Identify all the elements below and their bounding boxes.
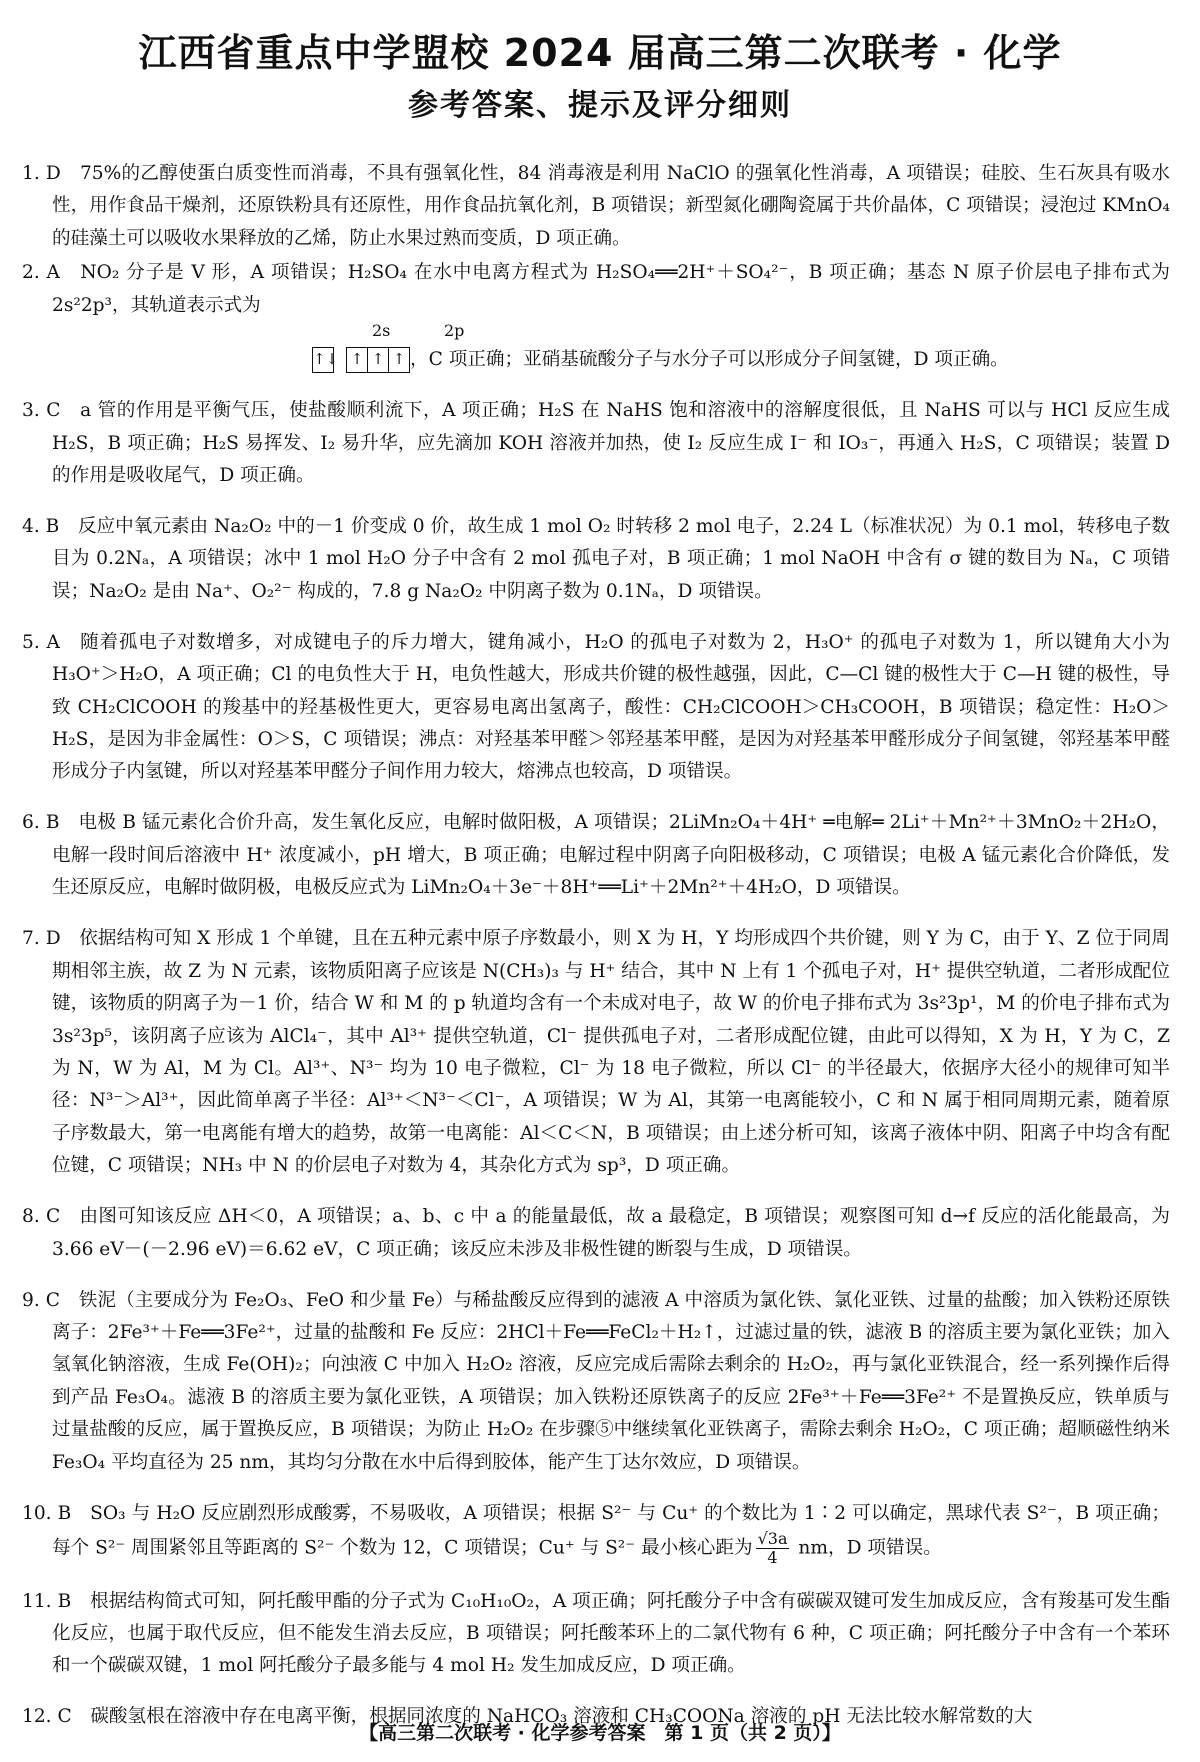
answer-number: 8. C	[22, 1206, 61, 1228]
orbital-labels	[52, 322, 1170, 344]
orbital-label-2s: 2s	[372, 321, 391, 341]
answer-text-part-b: ，C 项正确；亚硝基硫酸分子与水分子可以形成分子间氢键，D 项正确。	[410, 349, 1009, 371]
orbital-box-2s: ↑↓	[312, 347, 334, 373]
answer-item-10	[22, 1498, 1170, 1567]
orbital-box-2p-2: ↑	[368, 347, 389, 373]
answer-item-1	[22, 158, 1170, 255]
answer-number: 9. C	[22, 1289, 60, 1311]
answer-item-2	[22, 257, 1170, 376]
answer-text: 随着孤电子对数增多，对成键电子的斥力增大，键角减小，H₂O 的孤电子对数为 2，H₃O⁺ 的孤电子对数为 1，所以键角大小为 H₃O⁺＞H₂O，A 项正确；Cl 的电负性大于 H，电负性越大，形成共价键的极性越强，因此，C—Cl 键的极性大于 C—H 键的极性，导致 CH₂ClCOOH 的羧基中的羟基极性更大，更容易电离出氢离子，酸性：CH₂ClCOOH＞CH₃COOH，B 项错误；稳定性：H₂O＞H₂S，是因为非金属性：O＞S，C 项错误；沸点：对羟基苯甲醛＞邻羟基苯甲醛，是因为对羟基苯甲醛形成分子间氢键，邻羟基苯甲醛形成分子内氢键，所以对羟基苯甲醛分子间作用力较大，熔沸点也较高，D 项错误。	[52, 631, 1170, 783]
answer-text: 反应中氧元素由 Na₂O₂ 中的－1 价变成 0 价，故生成 1 mol O₂ 时转移 2 mol 电子，2.24 L（标准状况）为 0.1 mol，转移电子数目为 0.2Nₐ，A 项错误；冰中 1 mol H₂O 分子中含有 2 mol 孤电子对，B 项正确；1 mol NaOH 中含有 σ 键的数目为 Nₐ，C 项错误；Na₂O₂ 是由 Na⁺、O₂²⁻ 构成的，7.8 g Na₂O₂ 中阴离子数为 0.1Nₐ，D 项错误。	[52, 516, 1170, 602]
answer-item-9	[22, 1285, 1170, 1479]
answer-text: 碳酸氢根在溶液中存在电离平衡，根据同浓度的 NaHCO₃ 溶液和 CH₃COONa 溶液的 pH 无法比较水解常数的大	[90, 1706, 1033, 1728]
answer-item-8	[22, 1201, 1170, 1266]
answer-text-part-a: NO₂ 分子是 V 形，A 项错误；H₂SO₄ 在水中电离方程式为 H₂SO₄══2H⁺＋SO₄²⁻，B 项正确；基态 N 原子价层电子排布式为 2s²2p³，其轨道表示式为	[52, 262, 1170, 316]
answer-text: 75%的乙醇使蛋白质变性而消毒，不具有强氧化性，84 消毒液是利用 NaClO 的强氧化性消毒，A 项错误；硅胶、生石灰具有吸水性，用作食品干燥剂，还原铁粉具有还原性，用作食品抗氧化剂，B 项错误；新型氮化硼陶瓷属于共价晶体，C 项错误；浸泡过 KMnO₄ 的硅藻土可以吸收水果释放的乙烯，防止水果过熟而变质，D 项正确。	[52, 163, 1170, 249]
orbital-label-2p: 2p	[444, 321, 465, 341]
answer-number: 4. B	[22, 516, 60, 538]
answer-text: 由图可知该反应 ΔH＜0，A 项错误；a、b、c 中 a 的能量最低，故 a 最稳定，B 项错误；观察图可知 d→f 反应的活化能最高，为 3.66 eV－(－2.96 eV)＝6.62 eV，C 项正确；该反应未涉及非极性键的断裂与生成，D 项错误。	[52, 1206, 1170, 1260]
answer-item-3	[22, 395, 1170, 492]
answer-text: 铁泥（主要成分为 Fe₂O₃、FeO 和少量 Fe）与稀盐酸反应得到的滤液 A 中溶质为氯化铁、氯化亚铁、过量的盐酸；加入铁粉还原铁离子：2Fe³⁺＋Fe══3Fe²⁺，过量的盐酸和 Fe 反应：2HCl＋Fe══FeCl₂＋H₂↑，过滤过量的铁，滤液 B 的溶质主要为氯化亚铁；加入氢氧化钠溶液，生成 Fe(OH)₂；向浊液 C 中加入 H₂O₂ 溶液，反应完成后需除去剩余的 H₂O₂，再与氯化亚铁混合，经一系列操作后得到产品 Fe₃O₄。滤液 B 的溶质主要为氯化亚铁，A 项错误；加入铁粉还原铁离子的反应 2Fe³⁺＋Fe══3Fe²⁺ 不是置换反应，铁单质与过量盐酸的反应，属于置换反应，B 项错误；为防止 H₂O₂ 在步骤⑤中继续氧化亚铁离子，需除去剩余 H₂O₂，C 项正确；超顺磁性纳米 Fe₃O₄ 平均直径为 25 nm，其均匀分散在水中后得到胶体，能产生丁达尔效应，D 项错误。	[52, 1289, 1170, 1473]
answer-number: 7. D	[22, 928, 61, 950]
answer-text: 根据结构简式可知，阿托酸甲酯的分子式为 C₁₀H₁₀O₂，A 项正确；阿托酸分子中含有碳碳双键可发生加成反应，含有羧基可发生酯化反应，也属于取代反应，但不能发生消去反应，B 项错误；阿托酸苯环上的二氯代物有 6 种，C 项正确；阿托酸分子中含有一个苯环和一个碳碳双键，1 mol 阿托酸分子最多能与 4 mol H₂ 发生加成反应，D 项正确。	[52, 1590, 1170, 1677]
answer-number: 3. C	[22, 400, 61, 422]
answer-item-11	[22, 1586, 1170, 1683]
answer-text: a 管的作用是平衡气压，使盐酸顺利流下，A 项正确；H₂S 在 NaHS 饱和溶液中的溶解度很低，且 NaHS 可以与 HCl 反应生成 H₂S，B 项正确；H₂S 易挥发、I₂ 易升华，应先滴加 KOH 溶液并加热，使 I₂ 反应生成 I⁻ 和 IO₃⁻，再通入 H₂S，C 项错误；装置 D 的作用是吸收尾气，D 项正确。	[52, 400, 1170, 487]
answer-number: 1. D	[22, 163, 61, 184]
orbital-diagram	[52, 344, 410, 376]
answer-number: 11. B	[22, 1590, 72, 1612]
answer-item-4	[22, 511, 1170, 608]
orbital-box-2p-1: ↑	[346, 347, 368, 373]
answer-text: 依据结构可知 X 形成 1 个单键，且在五种元素中原子序数最小，则 X 为 H，Y 均形成四个共价键，则 Y 为 C，由于 Y、Z 位于同周期相邻主族，故 Z 为 N 元素，该物质阳离子应该是 N(CH₃)₃ 与 H⁺ 结合，其中 N 上有 1 个孤电子对，H⁺ 提供空轨道，二者形成配位键，该物质的阴离子为－1 价，结合 W 和 M 的 p 轨道均含有一个未成对电子，故 W 的价电子排布式为 3s²3p¹，M 的价电子排布式为 3s²3p⁵，该阴离子应该为 AlCl₄⁻，其中 Al³⁺ 提供空轨道，Cl⁻ 提供孤电子对，二者形成配位键，由此可以得知，X 为 H，Y 为 C，Z 为 N，W 为 Al，M 为 Cl。Al³⁺、N³⁻ 均为 10 电子微粒，Cl⁻ 为 18 电子微粒，所以 Cl⁻ 的半径最大，依据序大径小的规律可知半径：N³⁻＞Al³⁺，因此简单离子半径：Al³⁺＜N³⁻＜Cl⁻，A 项错误；W 为 Al，其第一电离能较小，C 和 N 属于相同周期元素，随着原子序数最大，第一电离能有增大的趋势，故第一电离能：Al＜C＜N，B 项错误；由上述分析可知，该离子液体中阴、阳离子中均含有配位键，C 项错误；NH₃ 中 N 的价层电子对数为 4，其杂化方式为 sp³，D 项正确。	[52, 928, 1170, 1177]
answer-item-7	[22, 923, 1170, 1182]
answer-number: 6. B	[22, 812, 60, 834]
answer-item-5	[22, 627, 1170, 789]
fraction-denominator: 4	[767, 1547, 778, 1567]
answer-number: 10. B	[22, 1502, 72, 1524]
page-title: 江西省重点中学盟校 2024 届高三第二次联考 · 化学	[138, 31, 1062, 75]
page-subtitle: 参考答案、提示及评分细则	[408, 88, 792, 123]
answer-text: 电极 B 锰元素化合价升高，发生氧化反应，电解时做阳极，A 项错误；2LiMn₂O₄＋4H⁺ ═电解═ 2Li⁺＋Mn²⁺＋3MnO₂＋2H₂O，电解一段时间后溶液中 H⁺ 浓度减小，pH 增大，B 项正确；电解过程中阴离子向阳极移动，C 项错误；电极 A 锰元素化合价降低，发生还原反应，电解时做阴极，电极反应式为 LiMn₂O₄＋3e⁻＋8H⁺══Li⁺＋2Mn²⁺＋4H₂O，D 项错误。	[52, 812, 1170, 899]
orbital-box-2p-3: ↑	[389, 347, 410, 373]
answer-number: 12. C	[22, 1706, 72, 1728]
fraction-distance	[756, 1530, 790, 1567]
fraction-numerator: √3a	[757, 1528, 788, 1548]
answer-text-part-a: SO₃ 与 H₂O 反应剧烈形成酸雾，不易吸收，A 项错误；根据 S²⁻ 与 Cu⁺ 的个数比为 1∶2 可以确定，黑球代表 S²⁻，B 项正确；每个 S²⁻ 周围紧邻且等距离的 S²⁻ 个数为 12，C 项错误；Cu⁺ 与 S²⁻ 最小核心距为	[52, 1502, 1170, 1559]
answer-list	[22, 158, 1170, 1736]
answer-number: 5. A	[22, 631, 60, 653]
page-footer: 【高三第二次联考 · 化学参考答案 第 1 页（共 2 页）】	[359, 1722, 841, 1744]
answer-number: 2. A	[22, 262, 60, 284]
answer-item-6	[22, 807, 1170, 904]
answer-text-part-b: nm，D 项错误。	[792, 1537, 942, 1559]
